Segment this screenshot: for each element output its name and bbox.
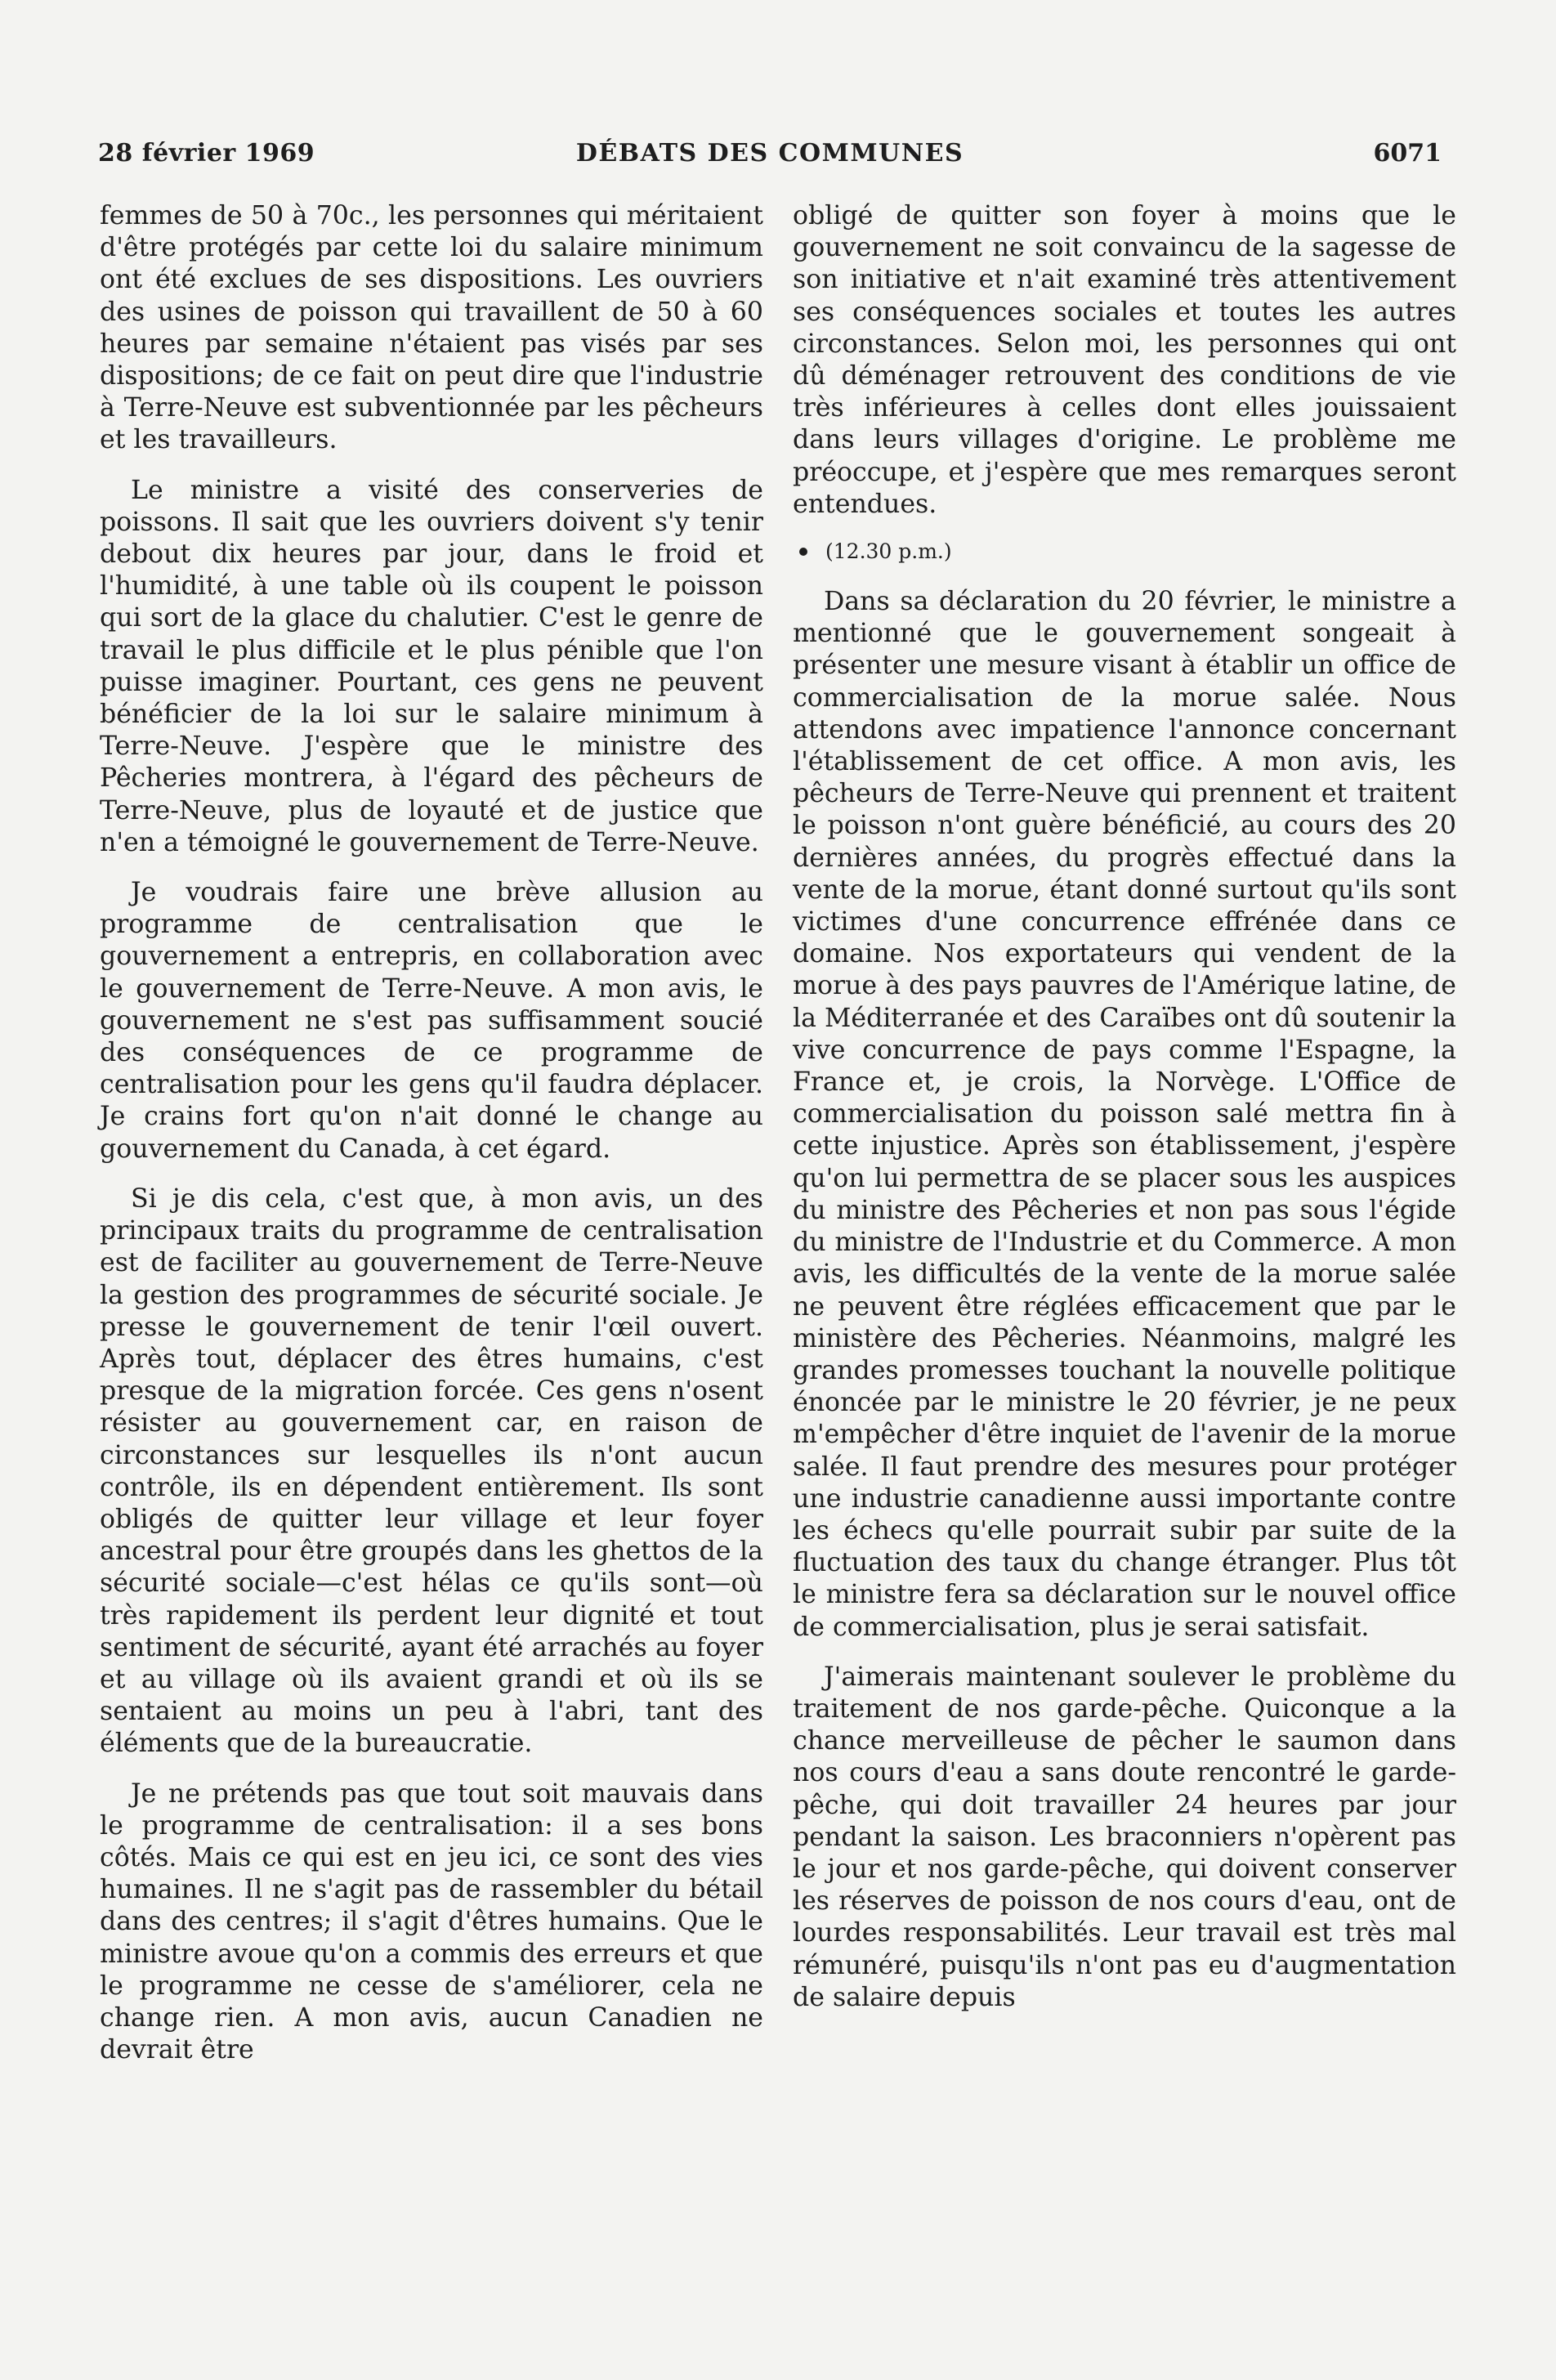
header-date: 28 février 1969 (98, 139, 315, 168)
right-column (793, 200, 1456, 2014)
paragraph: J'aimerais maintenant soulever le problème du traitement de nos garde-pêche. Quiconque a la chance merveilleuse de pêcher le saumon dans nos cours d'eau a sans doute rencontré le garde-pêche, qui doit travailler 24 heures par jour pendant la saison. Les braconniers n'opèrent pas le jour et nos garde-pêche, qui doivent conserver les réserves de poisson de nos cours d'eau, ont de lourdes responsabilités. Leur travail est très mal rémunéré, puisqu'ils n'ont pas eu d'augmentation de salaire depuis (793, 1662, 1456, 2012)
paragraph: Dans sa déclaration du 20 février, le ministre a mentionné que le gouvernement songeait à présenter une mesure visant à établir un office de commercialisation de la morue salée. Nous attendons avec impatience l'annonce concernant l'établissement de cet office. A mon avis, les pêcheurs de Terre-Neuve qui prennent et traitent le poisson n'ont guère bénéficié, au cours des 20 dernières années, du progrès effectué dans la vente de la morue, étant donné surtout qu'ils sont victimes d'une concurrence effrénée dans ce domaine. Nos exportateurs qui vendent de la morue à des pays pauvres de l'Amérique latine, de la Méditerranée et des Caraïbes ont dû soutenir la vive concurrence de pays comme l'Espagne, la France et, je crois, la Norvège. L'Office de commercialisation du poisson salé mettra fin à cette injustice. Après son établissement, j'espère qu'on lui permettra de se placer sous les auspices du ministre des Pêcheries et non pas sous l'égide du ministre de l'Industrie et du Commerce. A mon avis, les difficultés de la vente de la morue salée ne peuvent être réglées efficacement que par le ministère des Pêcheries. Néanmoins, malgré les grandes promesses touchant la nouvelle politique énoncée par le ministre le 20 février, je ne peux m'empêcher d'être inquiet de l'avenir de la morue salée. Il faut prendre des mesures pour protéger une industrie canadienne aussi importante contre les échecs qu'elle pourrait subir par suite de la fluctuation des taux du change étranger. Plus tôt le ministre fera sa déclaration sur le nouvel office de commercialisation, plus je serai satisfait. (793, 587, 1456, 1642)
header-title: DÉBATS DES COMMUNES (575, 139, 964, 168)
paragraph: obligé de quitter son foyer à moins que le gouvernement ne soit convaincu de la sagesse de son initiative et n'ait examiné très attentivement ses conséquences sociales et toutes les autres circonstances. Selon moi, les personnes qui ont dû déménager retrouvent des conditions de vie très inférieures à celles dont elles jouissaient dans leurs villages d'origine. Le problème me préoccupe, et j'espère que mes remarques seront entendues. (793, 201, 1456, 519)
page-header (98, 139, 1442, 175)
paragraph: Je ne prétends pas que tout soit mauvais dans le programme de centralisation: il a ses bons côtés. Mais ce qui est en jeu ici, ce sont des vies humaines. Il ne s'agit pas de rassembler du bétail dans des centres; il s'agit d'êtres humains. Que le ministre avoue qu'on a commis des erreurs et que le programme ne cesse de s'améliorer, cela ne change rien. A mon avis, aucun Canadien ne devrait être (100, 1778, 763, 2065)
timestamp-text: (12.30 p.m.) (825, 539, 952, 564)
paragraph: Si je dis cela, c'est que, à mon avis, un des principaux traits du programme de centralisation est de faciliter au gouvernement de Terre-Neuve la gestion des programmes de sécurité sociale. Je presse le gouvernement de tenir l'œil ouvert. Après tout, déplacer des êtres humains, c'est presque de la migration forcée. Ces gens n'osent résister au gouvernement car, en raison de circonstances sur lesquelles ils n'ont aucun contrôle, ils en dépendent entièrement. Ils sont obligés de quitter leur village et leur foyer ancestral pour être groupés dans les ghettos de la sécurité sociale—c'est hélas ce qu'ils sont—où très rapidement ils perdent leur dignité et tout sentiment de sécurité, ayant été arrachés au foyer et au village où ils avaient grandi et où ils se sentaient au moins un peu à l'abri, tant des éléments que de la bureaucratie. (100, 1183, 763, 1759)
page-number: 6071 (1373, 139, 1442, 168)
timestamp-marker (793, 539, 1456, 565)
paragraph: femmes de 50 à 70c., les personnes qui méritaient d'être protégés par cette loi du salaire minimum ont été exclues de ses dispositions. Les ouvriers des usines de poisson qui travaillent de 50 à 60 heures par semaine n'étaient pas visés par ses dispositions; de ce fait on peut dire que l'industrie à Terre-Neuve est subventionnée par les pêcheurs et les travailleurs. (100, 201, 763, 455)
paragraph: Le ministre a visité des conserveries de poissons. Il sait que les ouvriers doivent s'y tenir debout dix heures par jour, dans le froid et l'humidité, à une table où ils coupent le poisson qui sort de la glace du chalutier. C'est le genre de travail le plus difficile et le plus pénible que l'on puisse imaginer. Pourtant, ces gens ne peuvent bénéficier de la loi sur le salaire minimum à Terre-Neuve. J'espère que le ministre des Pêcheries montrera, à l'égard des pêcheurs de Terre-Neuve, plus de loyauté et de justice que n'en a témoigné le gouvernement de Terre-Neuve. (100, 475, 763, 857)
left-column (100, 200, 763, 2066)
paragraph: Je voudrais faire une brève allusion au programme de centralisation que le gouvernement a entrepris, en collaboration avec le gouvernement de Terre-Neuve. A mon avis, le gouvernement ne s'est pas suffisamment soucié des conséquences de ce programme de centralisation pour les gens qu'il faudra déplacer. Je crains fort qu'on n'ait donné le change au gouvernement du Canada, à cet égard. (100, 878, 763, 1164)
bullet-icon (799, 548, 807, 556)
